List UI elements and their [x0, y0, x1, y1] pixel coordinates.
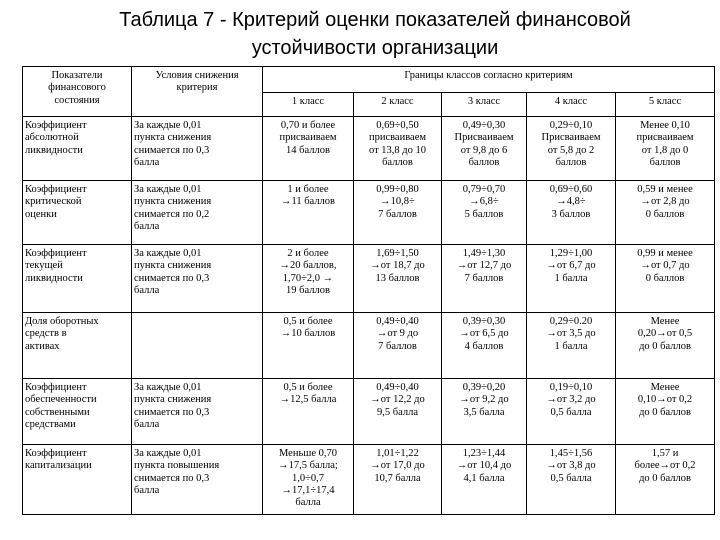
class-4-cell-line: 0,19÷0,10: [549, 382, 593, 393]
class-2-cell: [354, 117, 442, 181]
class-4-cell-line: 0,5 балла: [550, 406, 592, 418]
header-line: Показатели: [51, 70, 103, 81]
class-3-cell-line: 3,5 балла: [463, 406, 505, 418]
table-row: [23, 117, 715, 181]
condition-cell-line: снимается по 0,3: [134, 144, 210, 156]
class-4-cell-line: 1 балла: [554, 272, 588, 284]
header-line: состояния: [54, 94, 100, 106]
class-3-cell-line: 1,23÷1,44: [462, 448, 506, 459]
class-4-cell-line: 0,69÷0,60: [549, 184, 593, 195]
class-4-cell-line: →от 3,5 до: [546, 328, 596, 340]
class-5-cell: [616, 445, 715, 515]
class-3-cell-line: →от 12,7 до: [456, 260, 512, 272]
class-4-cell-line: 3 баллов: [551, 208, 591, 220]
header-row-1: [23, 67, 715, 93]
class-4-cell-line: 1,45÷1,56: [549, 448, 593, 459]
class-4-cell-line: 0,5 балла: [550, 472, 592, 484]
class-2-cell-line: 7 баллов: [378, 340, 417, 352]
condition-cell: [132, 181, 263, 245]
indicator-cell-line: Коэффициент: [25, 248, 87, 259]
condition-cell-line: снимается по 0,3: [134, 272, 210, 284]
indicator-cell-line: Доля оборотных: [25, 316, 99, 327]
class-4-cell-line: Присваиваем: [541, 132, 601, 144]
class-2-cell-line: →от 9 до: [376, 328, 419, 340]
condition-cell-line: балла: [134, 418, 160, 430]
class-1-cell: [263, 379, 354, 445]
class-2-cell-line: 1,69÷1,50: [376, 248, 419, 259]
class-1-cell: [263, 117, 354, 181]
header-class-4: 4 класс: [527, 93, 616, 117]
class-5-cell: [616, 313, 715, 379]
header-indicator: [23, 67, 132, 117]
header-line: финансового: [48, 82, 106, 94]
class-3-cell-line: 4,1 балла: [463, 472, 505, 484]
class-2-cell-line: 0,69÷0,50: [376, 120, 419, 131]
class-1-cell-line: 1,70÷2,0 →: [282, 272, 334, 284]
indicator-cell-line: абсолютной: [25, 132, 79, 144]
class-2-cell-line: баллов: [382, 156, 413, 168]
table-row: [23, 245, 715, 313]
class-3-cell-line: 0,49÷0,30: [462, 120, 506, 131]
header-class-group: Границы классов согласно критериям: [263, 67, 715, 93]
class-2-cell: [354, 313, 442, 379]
condition-cell-line: За каждые 0,01: [134, 448, 202, 459]
class-3-cell-line: →от 9,2 до: [459, 394, 509, 406]
class-2-cell-line: 0,49÷0,40: [376, 382, 419, 393]
condition-cell: [132, 117, 263, 181]
class-3-cell-line: 0,39÷0,30: [462, 316, 506, 327]
class-4-cell-line: 0,29÷0.20: [549, 316, 593, 327]
class-4-cell: [527, 245, 616, 313]
class-1-cell: [263, 245, 354, 313]
class-3-cell: [442, 245, 527, 313]
indicator-cell-line: ликвидности: [25, 144, 83, 156]
indicator-cell: [23, 245, 132, 313]
class-1-cell-line: 0,70 и более: [280, 120, 336, 131]
class-5-cell-line: →от 0,7 до: [640, 260, 690, 272]
class-4-cell: [527, 313, 616, 379]
header-line: критерия: [176, 82, 218, 94]
condition-cell: [132, 379, 263, 445]
indicator-cell-line: критической: [25, 196, 82, 208]
class-1-cell-line: 1,0÷0,7: [291, 472, 324, 484]
condition-cell-line: балла: [134, 156, 160, 168]
class-5-cell-line: присваиваем: [636, 132, 694, 144]
condition-cell-line: снимается по 0,3: [134, 472, 210, 484]
indicator-cell-line: средств в: [25, 328, 67, 340]
class-3-cell: [442, 313, 527, 379]
class-5-cell-line: →от 2,8 до: [640, 196, 690, 208]
indicator-cell-line: оценки: [25, 208, 57, 220]
class-1-cell-line: 2 и более: [287, 248, 329, 259]
class-4-cell: [527, 181, 616, 245]
table-row: [23, 445, 715, 515]
class-1-cell-line: Меньше 0,70: [278, 448, 337, 459]
class-2-cell-line: от 13,8 до 10: [368, 144, 427, 156]
class-5-cell-line: до 0 баллов: [639, 406, 691, 418]
class-1-cell-line: →17,5 балла;: [278, 460, 338, 472]
condition-cell-line: пункта снижения: [134, 394, 212, 406]
condition-cell-line: балла: [134, 484, 160, 496]
condition-cell-line: балла: [134, 220, 160, 232]
class-1-cell-line: 19 баллов: [286, 284, 330, 296]
class-5-cell-line: 0,10→от 0,2: [637, 394, 693, 406]
class-2-cell-line: присваиваем: [368, 132, 427, 144]
criteria-table: [22, 66, 715, 515]
class-4-cell: [527, 445, 616, 515]
class-3-cell-line: 0,79÷0,70: [462, 184, 506, 195]
class-2-cell-line: 1,01÷1,22: [376, 448, 419, 459]
class-3-cell-line: 5 баллов: [464, 208, 504, 220]
condition-cell-line: балла: [134, 284, 160, 296]
indicator-cell: [23, 181, 132, 245]
class-2-cell-line: 13 баллов: [375, 272, 420, 284]
class-2-cell-line: 7 баллов: [378, 208, 417, 220]
class-3-cell-line: баллов: [468, 156, 500, 168]
indicator-cell-line: Коэффициент: [25, 120, 87, 131]
class-2-cell-line: →10,8÷: [380, 196, 415, 208]
class-3-cell: [442, 445, 527, 515]
class-5-cell: [616, 379, 715, 445]
class-1-cell-line: 14 баллов: [286, 144, 330, 156]
class-4-cell-line: баллов: [555, 156, 587, 168]
class-5-cell-line: 0 баллов: [645, 208, 685, 220]
class-4-cell-line: →4,8÷: [556, 196, 586, 208]
class-3-cell-line: Присваиваем: [454, 132, 514, 144]
indicator-cell-line: текущей: [25, 260, 63, 272]
class-4-cell-line: 1 балла: [554, 340, 588, 352]
class-5-cell-line: Менее: [650, 316, 680, 327]
indicator-cell: [23, 379, 132, 445]
condition-cell-line: За каждые 0,01: [134, 382, 202, 393]
class-3-cell-line: →6,8÷: [469, 196, 499, 208]
class-3-cell-line: →от 10,4 до: [456, 460, 512, 472]
class-2-cell-line: 9,5 балла: [377, 406, 418, 418]
class-5-cell-line: до 0 баллов: [639, 340, 691, 352]
condition-cell: [132, 245, 263, 313]
header-class-3: 3 класс: [442, 93, 527, 117]
indicator-cell-line: средствами: [25, 418, 76, 430]
indicator-cell-line: обеспеченности: [25, 394, 97, 406]
class-3-cell-line: 4 баллов: [464, 340, 504, 352]
indicator-cell: [23, 313, 132, 379]
class-3-cell-line: 7 баллов: [464, 272, 504, 284]
class-1-cell-line: балла: [295, 497, 321, 509]
class-3-cell-line: 1,49÷1,30: [462, 248, 506, 259]
condition-cell-line: снимается по 0,2: [134, 208, 210, 220]
class-1-cell-line: →12,5 балла: [279, 394, 337, 406]
condition-cell-line: За каждые 0,01: [134, 120, 202, 131]
class-1-cell-line: →11 баллов: [280, 196, 336, 208]
class-2-cell: [354, 181, 442, 245]
condition-cell-line: снимается по 0,3: [134, 406, 210, 418]
class-5-cell-line: до 0 баллов: [639, 472, 691, 484]
class-5-cell-line: 0 баллов: [645, 272, 685, 284]
class-1-cell: [263, 181, 354, 245]
class-5-cell-line: от 1,8 до 0: [641, 144, 689, 156]
class-5-cell-line: 0,99 и менее: [637, 248, 693, 259]
class-4-cell-line: →от 3,8 до: [546, 460, 596, 472]
class-1-cell-line: →17,1÷17,4: [281, 484, 335, 496]
class-5-cell-line: Менее 0,10: [640, 120, 690, 131]
class-2-cell-line: →от 12,2 до: [370, 394, 425, 406]
class-2-cell: [354, 245, 442, 313]
indicator-cell: [23, 445, 132, 515]
header-class-5: 5 класс: [616, 93, 715, 117]
condition-cell-line: пункта снижения: [134, 132, 212, 144]
class-1-cell-line: →20 баллов,: [279, 260, 337, 272]
class-2-cell-line: →от 18,7 до: [370, 260, 425, 272]
table-row: [23, 379, 715, 445]
title-line-1: Таблица 7 - Критерий оценки показателей финансовой: [119, 9, 631, 31]
class-4-cell-line: 0,29÷0,10: [549, 120, 593, 131]
class-5-cell-line: баллов: [649, 156, 681, 168]
class-4-cell-line: →от 3,2 до: [546, 394, 596, 406]
title-line-2: устойчивости организации: [251, 37, 499, 59]
class-4-cell-line: 1,29÷1,00: [549, 248, 593, 259]
class-2-cell-line: 10,7 балла: [374, 472, 421, 484]
table-row: [23, 181, 715, 245]
class-5-cell-line: Менее: [650, 382, 680, 393]
indicator-cell: [23, 117, 132, 181]
class-4-cell-line: →от 6,7 до: [546, 260, 596, 272]
indicator-cell-line: Коэффициент: [25, 448, 87, 459]
class-2-cell: [354, 445, 442, 515]
class-2-cell: [354, 379, 442, 445]
class-3-cell: [442, 117, 527, 181]
class-2-cell-line: →от 17,0 до: [370, 460, 425, 472]
class-1-cell-line: присваиваем: [279, 132, 337, 144]
class-1-cell: [263, 445, 354, 515]
indicator-cell-line: капитализации: [25, 460, 92, 472]
class-1-cell-line: 1 и более: [287, 184, 329, 195]
header-line: Условия снижения: [155, 70, 239, 81]
class-4-cell: [527, 117, 616, 181]
condition-cell-line: пункта снижения: [134, 260, 212, 272]
indicator-cell-line: Коэффициент: [25, 382, 87, 393]
class-4-cell-line: от 5,8 до 2: [547, 144, 595, 156]
indicator-cell-line: ликвидности: [25, 272, 83, 284]
class-1-cell: [263, 313, 354, 379]
indicator-cell-line: Коэффициент: [25, 184, 87, 195]
class-5-cell-line: 1,57 и: [651, 448, 679, 459]
condition-cell-line: пункта повышения: [134, 460, 220, 472]
header-class-1: 1 класс: [263, 93, 354, 117]
class-5-cell-line: 0,20→от 0,5: [637, 328, 693, 340]
class-4-cell: [527, 379, 616, 445]
table-row: [23, 313, 715, 379]
class-2-cell-line: 0,49÷0,40: [376, 316, 419, 327]
header-class-2: 2 класс: [354, 93, 442, 117]
class-5-cell: [616, 181, 715, 245]
condition-cell-line: За каждые 0,01: [134, 248, 202, 259]
class-1-cell-line: 0,5 и более: [283, 316, 333, 327]
class-5-cell: [616, 117, 715, 181]
class-3-cell: [442, 181, 527, 245]
condition-cell-line: пункта снижения: [134, 196, 212, 208]
class-2-cell-line: 0,99÷0,80: [376, 184, 419, 195]
indicator-cell-line: собственными: [25, 406, 90, 418]
condition-cell: [132, 313, 263, 379]
indicator-cell-line: активах: [25, 340, 60, 352]
class-3-cell: [442, 379, 527, 445]
class-1-cell-line: 0,5 и более: [283, 382, 333, 393]
class-5-cell-line: 0,59 и менее: [637, 184, 693, 195]
condition-cell-line: За каждые 0,01: [134, 184, 202, 195]
class-3-cell-line: от 9,8 до 6: [460, 144, 508, 156]
header-condition: [132, 67, 263, 117]
condition-cell: [132, 445, 263, 515]
class-3-cell-line: →от 6,5 до: [459, 328, 509, 340]
class-5-cell-line: более→от 0,2: [634, 460, 696, 472]
class-3-cell-line: 0,39÷0,20: [462, 382, 506, 393]
class-5-cell: [616, 245, 715, 313]
class-1-cell-line: →10 баллов: [280, 328, 336, 340]
page-title: [0, 6, 720, 62]
